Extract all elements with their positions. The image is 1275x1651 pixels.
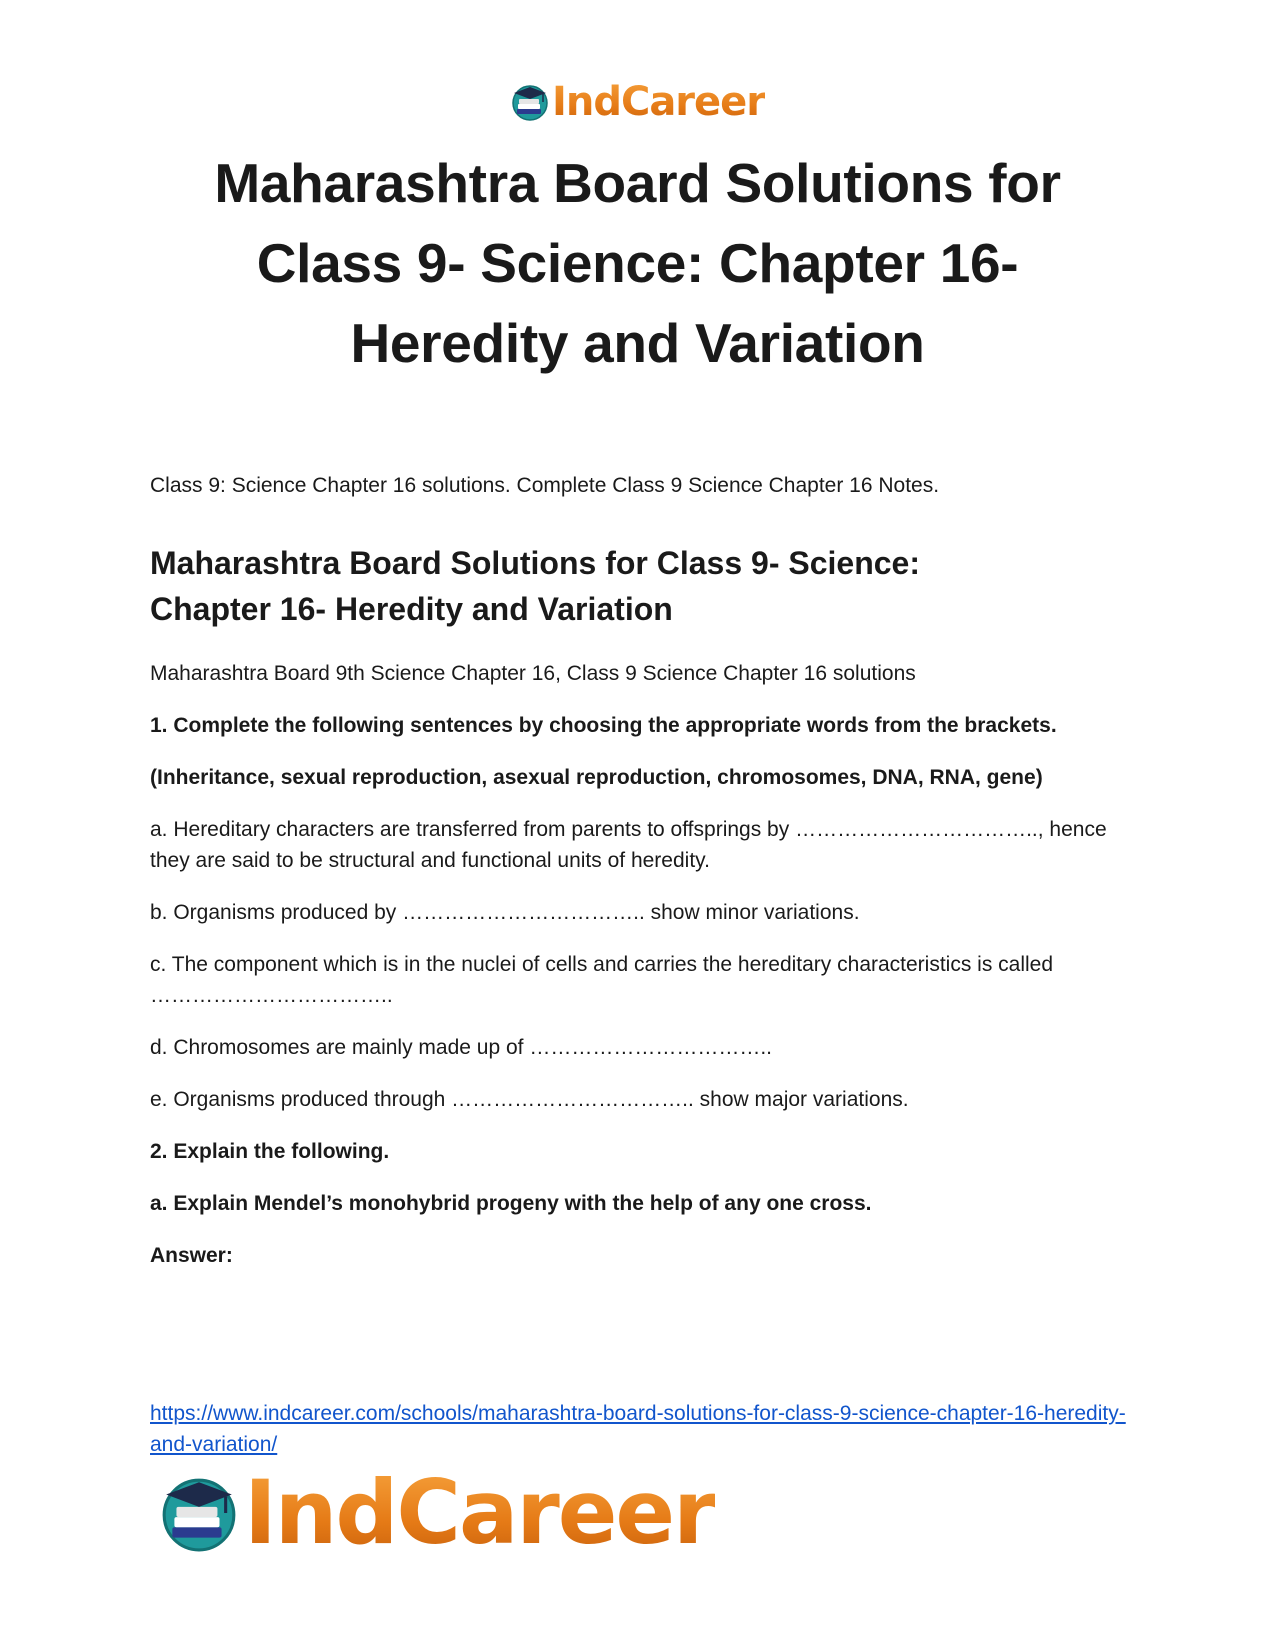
- title-line-2: Class 9- Science: Chapter 16-: [256, 232, 1019, 294]
- heading-line-1: Maharashtra Board Solutions for Class 9- Science:: [150, 545, 920, 581]
- document-body: [150, 470, 1140, 1271]
- graduation-cap-icon: [158, 1472, 240, 1554]
- question-1-title: 1. Complete the following sentences by choosing the appropriate words from the brackets.: [150, 714, 1057, 737]
- question-1-item-e: e. Organisms produced through …………………………….. show major variations.: [150, 1088, 909, 1111]
- footer-logo: [158, 1461, 715, 1564]
- answer-label: Answer:: [150, 1244, 233, 1267]
- question-1-item-b: b. Organisms produced by …………………………….. show minor variations.: [150, 901, 860, 924]
- indcareer-logo-large[interactable]: [158, 1461, 715, 1564]
- question-1-item-d: d. Chromosomes are mainly made up of ……………………………..: [150, 1036, 773, 1059]
- question-1-options: (Inheritance, sexual reproduction, asexual reproduction, chromosomes, DNA, RNA, gene): [150, 766, 1043, 789]
- header-logo: [0, 78, 1275, 126]
- title-line-1: Maharashtra Board Solutions for: [214, 152, 1061, 214]
- intro-paragraph: Class 9: Science Chapter 16 solutions. Complete Class 9 Science Chapter 16 Notes.: [150, 474, 940, 497]
- logo-text-large: IndCareer: [244, 1461, 715, 1564]
- page-title: [140, 143, 1135, 383]
- section-heading: [150, 540, 1140, 632]
- question-1-item-c: c. The component which is in the nuclei of cells and carries the hereditary characteristics is called ……………………………..: [150, 953, 1054, 1007]
- subtitle-paragraph: Maharashtra Board 9th Science Chapter 16, Class 9 Science Chapter 16 solutions: [150, 662, 916, 685]
- indcareer-logo[interactable]: [510, 78, 765, 126]
- question-1-item-a: a. Hereditary characters are transferred from parents to offsprings by …………………………….., hence they are said to be structural and functional units of heredity.: [150, 818, 1107, 872]
- graduation-cap-icon: [510, 82, 550, 122]
- question-2-sub: a. Explain Mendel’s monohybrid progeny with the help of any one cross.: [150, 1192, 872, 1215]
- source-link[interactable]: https://www.indcareer.com/schools/maharashtra-board-solutions-for-class-9-science-chapter-16-heredity-and-variation/: [150, 1402, 1126, 1456]
- logo-text: IndCareer: [551, 79, 766, 125]
- question-2-title: 2. Explain the following.: [150, 1140, 390, 1163]
- heading-line-2: Chapter 16- Heredity and Variation: [150, 591, 673, 627]
- title-line-3: Heredity and Variation: [350, 312, 925, 374]
